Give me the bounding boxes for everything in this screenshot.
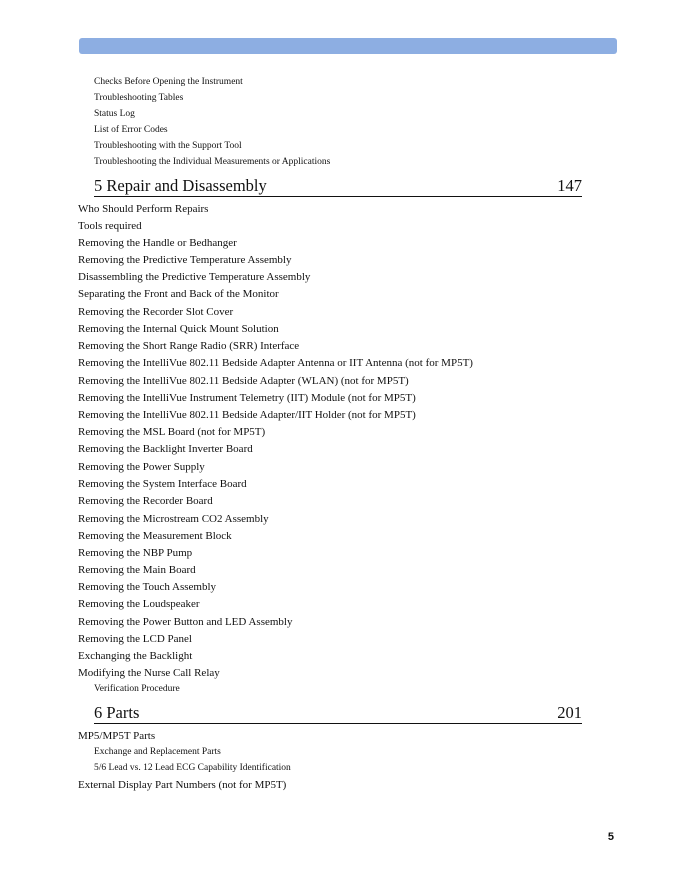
toc-entry-title: Who Should Perform Repairs	[78, 203, 209, 215]
page-number: 5	[607, 831, 614, 843]
toc-entry-title: Troubleshooting the Individual Measurements or Applications	[94, 157, 331, 167]
toc-entry-title: Removing the Measurement Block	[78, 530, 232, 542]
toc-entry-title: Removing the IntelliVue 802.11 Bedside Adapter Antenna or IIT Antenna (not for MP5T)	[78, 357, 473, 369]
toc-entry-title: Verification Procedure	[94, 684, 180, 694]
toc-entry-title: External Display Part Numbers (not for MP5T)	[78, 779, 287, 791]
toc-entry-title: Removing the IntelliVue Instrument Telemetry (IIT) Module (not for MP5T)	[78, 392, 416, 404]
toc-entry-title: Removing the NBP Pump	[78, 547, 193, 559]
chapter-title: 6 Parts	[94, 703, 140, 722]
toc-entry-title: Removing the Recorder Board	[78, 495, 213, 507]
toc-entry-title: Removing the Power Button and LED Assembly	[78, 616, 293, 628]
toc-entry-title: Removing the Power Supply	[78, 461, 205, 473]
toc-entry-title: Removing the LCD Panel	[78, 633, 192, 645]
toc-entry-title: MP5/MP5T Parts	[78, 730, 156, 742]
toc-entry-title: Removing the IntelliVue 802.11 Bedside Adapter (WLAN) (not for MP5T)	[78, 375, 409, 387]
toc-entry-title: Modifying the Nurse Call Relay	[78, 667, 220, 679]
toc-entry-title: Removing the MSL Board (not for MP5T)	[78, 426, 266, 438]
toc-entry-title: Removing the Handle or Bedhanger	[78, 237, 237, 249]
toc-entry-title: Checks Before Opening the Instrument	[94, 77, 243, 87]
chapter-page: 147	[557, 176, 582, 195]
toc-entry-title: Troubleshooting with the Support Tool	[94, 141, 242, 151]
toc-entry-title: Exchanging the Backlight	[78, 650, 193, 662]
toc-entry-title: List of Error Codes	[94, 125, 168, 135]
toc-entry-title: Removing the Backlight Inverter Board	[78, 443, 253, 455]
toc-entry-title: Separating the Front and Back of the Monitor	[78, 288, 279, 300]
chapter-heading-5[interactable]	[94, 176, 582, 197]
toc-entry-title: Exchange and Replacement Parts	[94, 747, 221, 757]
toc-entry-title: Removing the Predictive Temperature Assembly	[78, 254, 292, 266]
toc-entry-title: Removing the Recorder Slot Cover	[78, 306, 234, 318]
toc-entry-title: Status Log	[94, 109, 135, 119]
toc-entry-title: Removing the Short Range Radio (SRR) Interface	[78, 340, 300, 352]
chapter-title: 5 Repair and Disassembly	[94, 176, 267, 195]
toc-entry-title: Tools required	[78, 220, 142, 232]
toc-entry-title: Removing the Main Board	[78, 564, 196, 576]
toc-entry-title: Removing the Microstream CO2 Assembly	[78, 513, 269, 525]
toc-entry-title: Removing the Touch Assembly	[78, 581, 217, 593]
toc-entry-title: Disassembling the Predictive Temperature Assembly	[78, 271, 311, 283]
toc-entry-title: Troubleshooting Tables	[94, 93, 184, 103]
toc-entry-title: Removing the IntelliVue 802.11 Bedside Adapter/IIT Holder (not for MP5T)	[78, 409, 416, 421]
header-bar	[79, 38, 617, 54]
toc-entry-title: Removing the Internal Quick Mount Solution	[78, 323, 279, 335]
chapter-page: 201	[557, 703, 582, 722]
toc-entry-title: Removing the Loudspeaker	[78, 598, 200, 610]
toc-entry-title: 5/6 Lead vs. 12 Lead ECG Capability Identification	[94, 763, 291, 773]
toc-entry-title: Removing the System Interface Board	[78, 478, 247, 490]
chapter-heading-6[interactable]	[94, 703, 582, 724]
